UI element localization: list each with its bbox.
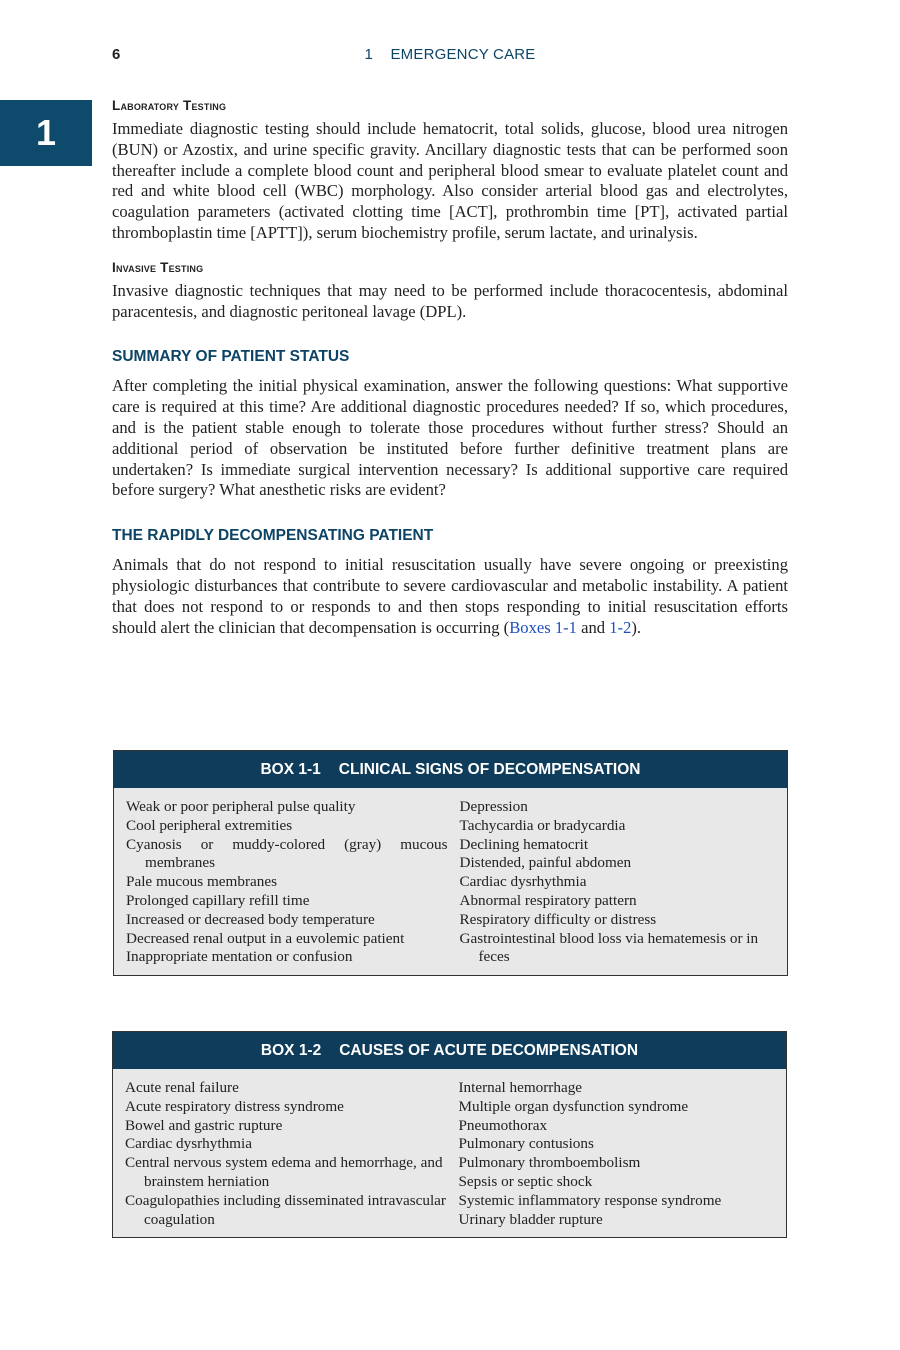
invasive-testing-heading: Invasive Testing: [112, 259, 204, 275]
list-item: Cardiac dysrhythmia: [459, 873, 587, 891]
list-item: Cardiac dysrhythmia: [125, 1135, 252, 1153]
box-1-2-number: BOX 1-2: [260, 1041, 322, 1059]
laboratory-testing-text: Immediate diagnostic testing should include hematocrit, total solids, glucose, blood urea nitrogen (BUN) or Azostix, and urine specific gravity. Ancillary diagnostic tests that can be performed soon thereafter include a complete blood count and peripheral blood smear to evaluate platelet count and red and white blood cell (WBC) morphology. Also consider arterial blood gas and electrolytes, coagulation parameters (activated clotting time [ACT], prothrombin time [PT], activated partial thromboplastin time [APTT]), serum biochemistry profile, serum lactate, and urinalysis.: [112, 119, 788, 242]
summary-heading: SUMMARY OF PATIENT STATUS: [112, 348, 350, 366]
box-1-1: [113, 750, 788, 976]
list-item: Coagulopathies including disseminated intravascular coagulation: [125, 1191, 446, 1228]
list-item: Decreased renal output in a euvolemic patient: [126, 929, 405, 947]
list-item: Distended, painful abdomen: [459, 854, 632, 872]
box-1-2-right-column: [458, 1079, 774, 1229]
box-1-1-body: [114, 788, 787, 975]
invasive-testing-text: Invasive diagnostic techniques that may need to be performed include thoracocentesis, abdominal paracentesis, and diagnostic peritoneal lavage (DPL).: [112, 280, 788, 321]
box-1-1-right-column: [459, 798, 775, 967]
summary-text: After completing the initial physical examination, answer the following questions: What supportive care is required at this time? Are additional diagnostic procedures needed? If so, which procedures, and is the patient stable enough to tolerate those procedures without further stress? Should an additional period of observation be instituted before further definitive treatment plans are undertaken? Is immediate surgical intervention necessary? Is additional supportive care required before surgery? What anesthetic risks are evident?: [112, 376, 788, 500]
list-item: Internal hemorrhage: [458, 1079, 583, 1096]
list-item: Increased or decreased body temperature: [126, 910, 375, 928]
list-item: Urinary bladder rupture: [458, 1210, 603, 1228]
box-1-2-title: CAUSES OF ACUTE DECOMPENSATION: [339, 1041, 639, 1059]
list-item: Abnormal respiratory pattern: [459, 891, 637, 909]
running-head: [0, 46, 900, 66]
list-item: Cool peripheral extremities: [126, 816, 293, 834]
box-1-1-left-column: [126, 798, 447, 967]
box-1-2-body: [113, 1069, 786, 1237]
decompensating-text: [112, 555, 788, 638]
box-1-1-title: CLINICAL SIGNS OF DECOMPENSATION: [338, 760, 641, 778]
decompensating-heading: THE RAPIDLY DECOMPENSATING PATIENT: [112, 527, 434, 545]
box-1-1-header: [114, 751, 787, 788]
list-item: Cyanosis or muddy-colored (gray) mucous membranes: [126, 835, 448, 872]
list-item: Pneumothorax: [458, 1116, 548, 1134]
box-1-2-link[interactable]: 1-2: [609, 617, 632, 637]
list-item: Multiple organ dysfunction syndrome: [458, 1097, 689, 1115]
decompensating-text-and: and: [576, 617, 610, 637]
list-item: Pale mucous membranes: [126, 873, 277, 891]
list-item: Central nervous system edema and hemorrhage, and brainstem herniation: [125, 1154, 443, 1190]
main-content: [112, 98, 788, 638]
list-item: Pulmonary contusions: [458, 1135, 594, 1153]
box-1-1-link[interactable]: Boxes 1-1: [509, 617, 577, 637]
list-item: Declining hematocrit: [459, 835, 589, 853]
list-item: Acute renal failure: [125, 1079, 239, 1096]
list-item: Depression: [459, 798, 528, 815]
decompensating-text-before: Animals that do not respond to initial resuscitation usually have severe ongoing or preexisting physiologic disturbances that contribute to severe cardiovascular and metabolic instability. A patient that does not respond to or responds to and then stops responding to initial resuscitation efforts should alert the clinician that decompensation is occurring (: [112, 555, 788, 637]
list-item: Respiratory difficulty or distress: [459, 910, 657, 928]
list-item: Sepsis or septic shock: [458, 1172, 593, 1190]
list-item: Bowel and gastric rupture: [125, 1116, 283, 1134]
list-item: Gastrointestinal blood loss via hematemesis or in feces: [459, 929, 759, 966]
list-item: Inappropriate mentation or confusion: [126, 948, 353, 966]
list-item: Tachycardia or bradycardia: [459, 816, 626, 834]
decompensating-text-after: ).: [631, 617, 642, 637]
chapter-tab: 1: [0, 100, 92, 166]
box-1-2-header: [113, 1032, 786, 1069]
list-item: Pulmonary thromboembolism: [458, 1154, 641, 1172]
box-1-2-left-column: [125, 1079, 446, 1229]
box-1-1-number: BOX 1-1: [260, 760, 321, 778]
list-item: Weak or poor peripheral pulse quality: [126, 798, 356, 815]
list-item: Systemic inflammatory response syndrome: [458, 1191, 722, 1209]
list-item: Prolonged capillary refill time: [126, 891, 310, 909]
laboratory-testing-heading: Laboratory Testing: [112, 98, 227, 113]
list-item: Acute respiratory distress syndrome: [125, 1097, 344, 1115]
page-number: 6: [112, 46, 121, 63]
box-1-2: [112, 1031, 787, 1238]
chapter-title: 1 EMERGENCY CARE: [364, 46, 536, 63]
